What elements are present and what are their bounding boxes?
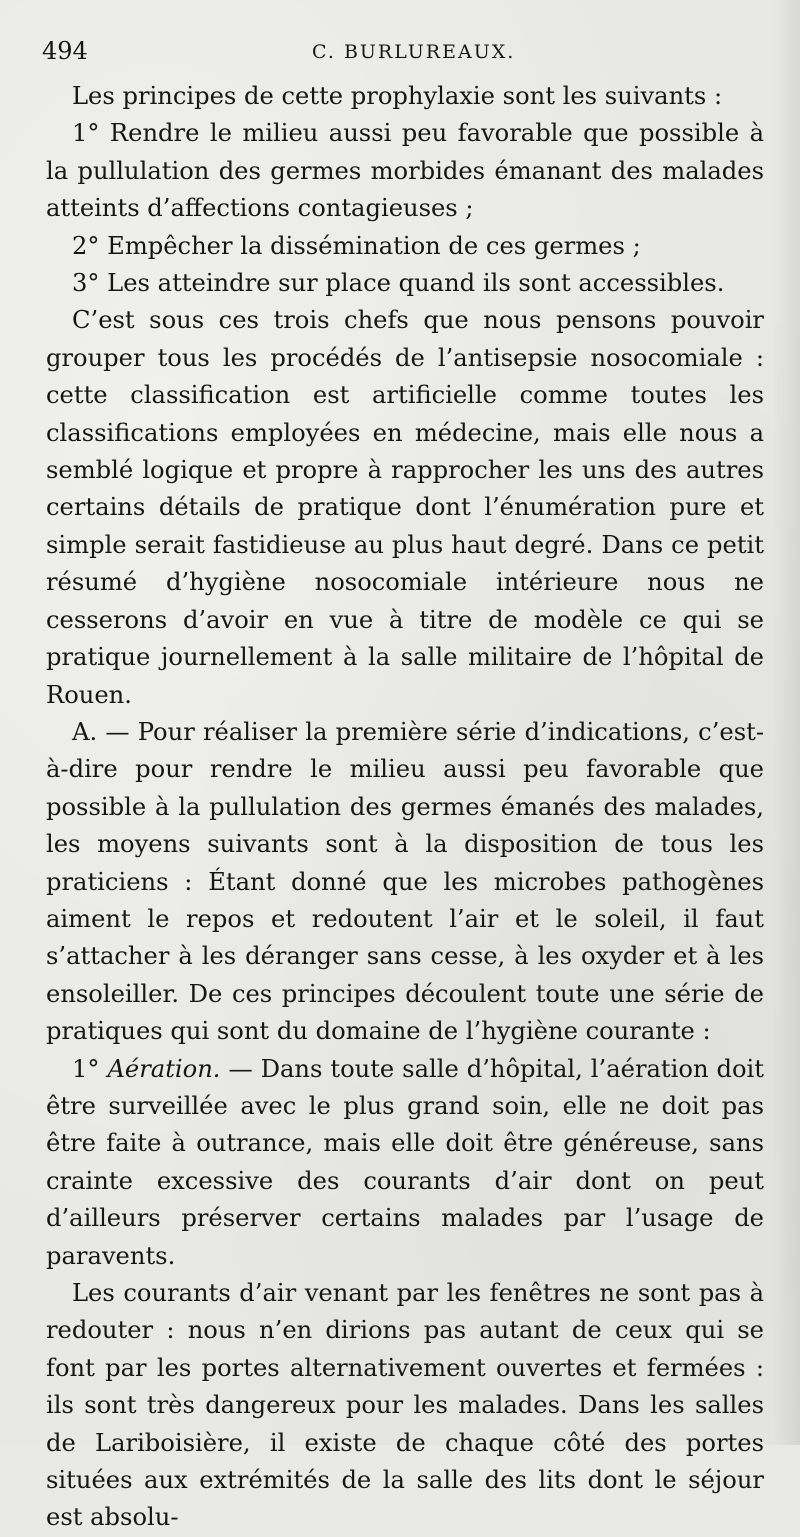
paragraph-drafts: Les courants d’air venant par les fenêtres ne sont pas à redouter : nous n’en dirions pas autant de ceux qui se font par les portes alternativement ouvertes et fermées : ils sont très dangereux pour les malades. Dans les salles de Lariboisière, il existe de chaque côté des portes situées aux extrémités de la salle des lits dont le séjour est absolu-: [46, 1279, 764, 1532]
page-edge-shadow: [772, 0, 800, 1445]
paragraph-point-1: 1° Rendre le milieu aussi peu favorable que possible à la pullulation des germes morbides émanant des malades atteints d’affections contagieuses ;: [46, 119, 764, 223]
page-header: [42, 36, 762, 66]
aeration-text: Dans toute salle d’hôpital, l’aération doit être surveillée avec le plus grand soin, elle ne doit pas être faite à outrance, mais elle doit être généreuse, sans crainte excessive des courants d’air dont on peut d’ailleurs préserver certains malades par l’usage de paravents.: [46, 1054, 764, 1270]
aeration-number: 1°: [72, 1054, 100, 1083]
running-head: C. BURLUREAUX.: [312, 41, 516, 63]
aeration-title: Aération.: [107, 1054, 221, 1083]
paragraph-aeration: [46, 1051, 764, 1275]
aeration-dash: —: [228, 1054, 253, 1083]
paragraph-intro: Les principes de cette prophylaxie sont les suivants :: [72, 82, 723, 110]
paragraph-point-2: 2° Empêcher la dissémination de ces germes ;: [72, 231, 641, 260]
paragraph-point-3: 3° Les atteindre sur place quand ils sont accessibles.: [72, 269, 725, 298]
body-text: [46, 78, 764, 1537]
paragraph-classification: C’est sous ces trois chefs que nous pensons pouvoir grouper tous les procédés de l’antisepsie nosocomiale : cette classification est artificielle comme toutes les classifications employées en médecine, mais elle nous a semblé logique et propre à rapprocher les uns des autres certains détails de pratique dont l’énumération pure et simple serait fastidieuse au plus haut degré. Dans ce petit résumé d’hygiène nosocomiale intérieure nous ne cesserons d’avoir en vue à titre de modèle ce qui se pratique journellement à la salle militaire de l’hôpital de Rouen.: [46, 306, 764, 709]
paragraph-section-a: A. — Pour réaliser la première série d’indications, c’est-à-dire pour rendre le milieu aussi peu favorable que possible à la pullulation des germes émanés des malades, les moyens suivants sont à la disposition de tous les praticiens : Étant donné que les microbes pathogènes aiment le repos et redoutent l’air et le soleil, il faut s’attacher à les déranger sans cesse, à les oxyder et à les ensoleiller. De ces principes découlent toute une série de pratiques qui sont du domaine de l’hygiène courante :: [46, 717, 764, 1046]
page-number: 494: [42, 37, 88, 65]
